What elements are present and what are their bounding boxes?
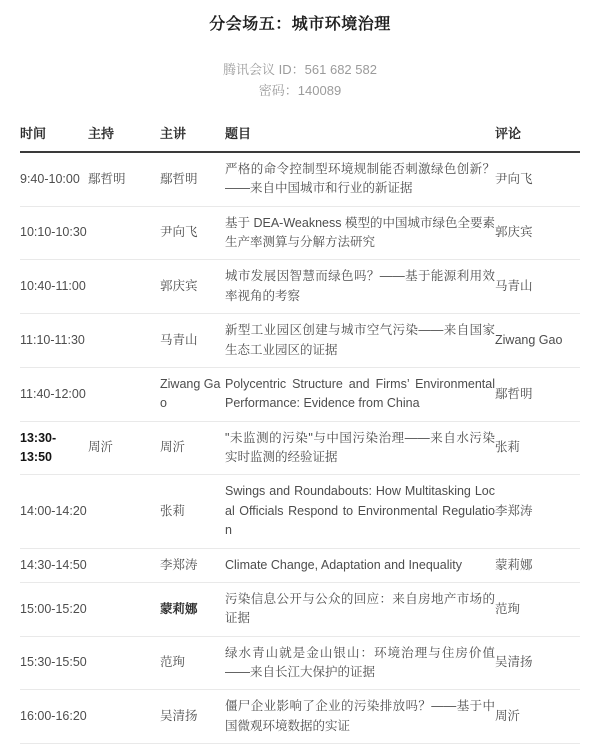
cell-time: 15:00-15:20 — [20, 582, 88, 636]
cell-host — [88, 206, 160, 260]
cell-speaker: 鄢哲明 — [160, 152, 225, 206]
table-row — [20, 690, 580, 744]
column-header-time: 时间 — [20, 114, 88, 152]
cell-title: 城市发展因智慧而绿色吗？——基于能源利用效率视角的考察 — [225, 260, 495, 314]
cell-time: 13:30-13:50 — [20, 421, 88, 475]
cell-title: Climate Change, Adaptation and Inequality — [225, 548, 495, 582]
column-header-commentator: 评论 — [495, 114, 580, 152]
cell-commentator: 李郑涛 — [495, 475, 580, 548]
cell-commentator: 鄢哲明 — [495, 367, 580, 421]
cell-title: 严格的命令控制型环境规制能否刺激绿色创新？——来自中国城市和行业的新证据 — [225, 152, 495, 206]
cell-speaker: 郭庆宾 — [160, 260, 225, 314]
cell-title: Swings and Roundabouts: How Multitasking Local Officials Respond to Environmental Regulation — [225, 475, 495, 548]
cell-time: 10:40-11:00 — [20, 260, 88, 314]
table-header-row — [20, 114, 580, 152]
cell-time: 11:10-11:30 — [20, 314, 88, 368]
table-row — [20, 367, 580, 421]
table-row — [20, 152, 580, 206]
cell-host — [88, 582, 160, 636]
cell-commentator: 周沂 — [495, 690, 580, 744]
cell-time: 9:40-10:00 — [20, 152, 88, 206]
cell-time: 14:00-14:20 — [20, 475, 88, 548]
cell-speaker: Ziwang Gao — [160, 367, 225, 421]
table-row — [20, 421, 580, 475]
cell-time: 14:30-14:50 — [20, 548, 88, 582]
column-header-speaker: 主讲 — [160, 114, 225, 152]
meeting-password-line: 密码：140089 — [258, 83, 342, 99]
column-header-title: 题目 — [225, 114, 495, 152]
meeting-info — [0, 59, 600, 102]
cell-speaker: 尹向飞 — [160, 206, 225, 260]
cell-host — [88, 548, 160, 582]
table-row — [20, 260, 580, 314]
cell-speaker: 范珣 — [160, 636, 225, 690]
cell-title: 新型工业园区创建与城市空气污染——来自国家生态工业园区的证据 — [225, 314, 495, 368]
cell-time: 16:00-16:20 — [20, 690, 88, 744]
cell-commentator: 吴清扬 — [495, 636, 580, 690]
cell-speaker: 张莉 — [160, 475, 225, 548]
cell-speaker: 周沂 — [160, 421, 225, 475]
table-row — [20, 314, 580, 368]
cell-host — [88, 314, 160, 368]
table-row — [20, 206, 580, 260]
cell-title: 绿水青山就是金山银山：环境治理与住房价值——来自长江大保护的证据 — [225, 636, 495, 690]
schedule-table — [20, 114, 580, 744]
cell-time: 11:40-12:00 — [20, 367, 88, 421]
cell-commentator: Ziwang Gao — [495, 314, 580, 368]
cell-host — [88, 690, 160, 744]
cell-commentator: 蒙莉娜 — [495, 548, 580, 582]
meeting-id-line: 腾讯会议 ID：561 682 582 — [223, 62, 377, 77]
cell-host: 周沂 — [88, 421, 160, 475]
cell-commentator: 范珣 — [495, 582, 580, 636]
cell-host — [88, 367, 160, 421]
cell-time: 10:10-10:30 — [20, 206, 88, 260]
cell-time: 15:30-15:50 — [20, 636, 88, 690]
cell-speaker: 吴清扬 — [160, 690, 225, 744]
cell-speaker: 蒙莉娜 — [160, 582, 225, 636]
cell-speaker: 马青山 — [160, 314, 225, 368]
table-row — [20, 548, 580, 582]
cell-host: 鄢哲明 — [88, 152, 160, 206]
cell-speaker: 李郑涛 — [160, 548, 225, 582]
cell-commentator: 张莉 — [495, 421, 580, 475]
cell-commentator: 郭庆宾 — [495, 206, 580, 260]
column-header-host: 主持 — [88, 114, 160, 152]
cell-host — [88, 475, 160, 548]
table-row — [20, 475, 580, 548]
cell-title: "未监测的污染"与中国污染治理——来自水污染实时监测的经验证据 — [225, 421, 495, 475]
cell-title: 基于 DEA-Weakness 模型的中国城市绿色全要素生产率测算与分解方法研究 — [225, 206, 495, 260]
table-body — [20, 152, 580, 744]
cell-title: 僵尸企业影响了企业的污染排放吗？——基于中国微观环境数据的实证 — [225, 690, 495, 744]
cell-host — [88, 636, 160, 690]
cell-title: 污染信息公开与公众的回应：来自房地产市场的证据 — [225, 582, 495, 636]
cell-host — [88, 260, 160, 314]
page-title: 分会场五：城市环境治理 — [209, 16, 391, 33]
cell-commentator: 马青山 — [495, 260, 580, 314]
table-row — [20, 582, 580, 636]
table-row — [20, 636, 580, 690]
cell-commentator: 尹向飞 — [495, 152, 580, 206]
cell-title: Polycentric Structure and Firms’ Environmental Performance: Evidence from China — [225, 367, 495, 421]
